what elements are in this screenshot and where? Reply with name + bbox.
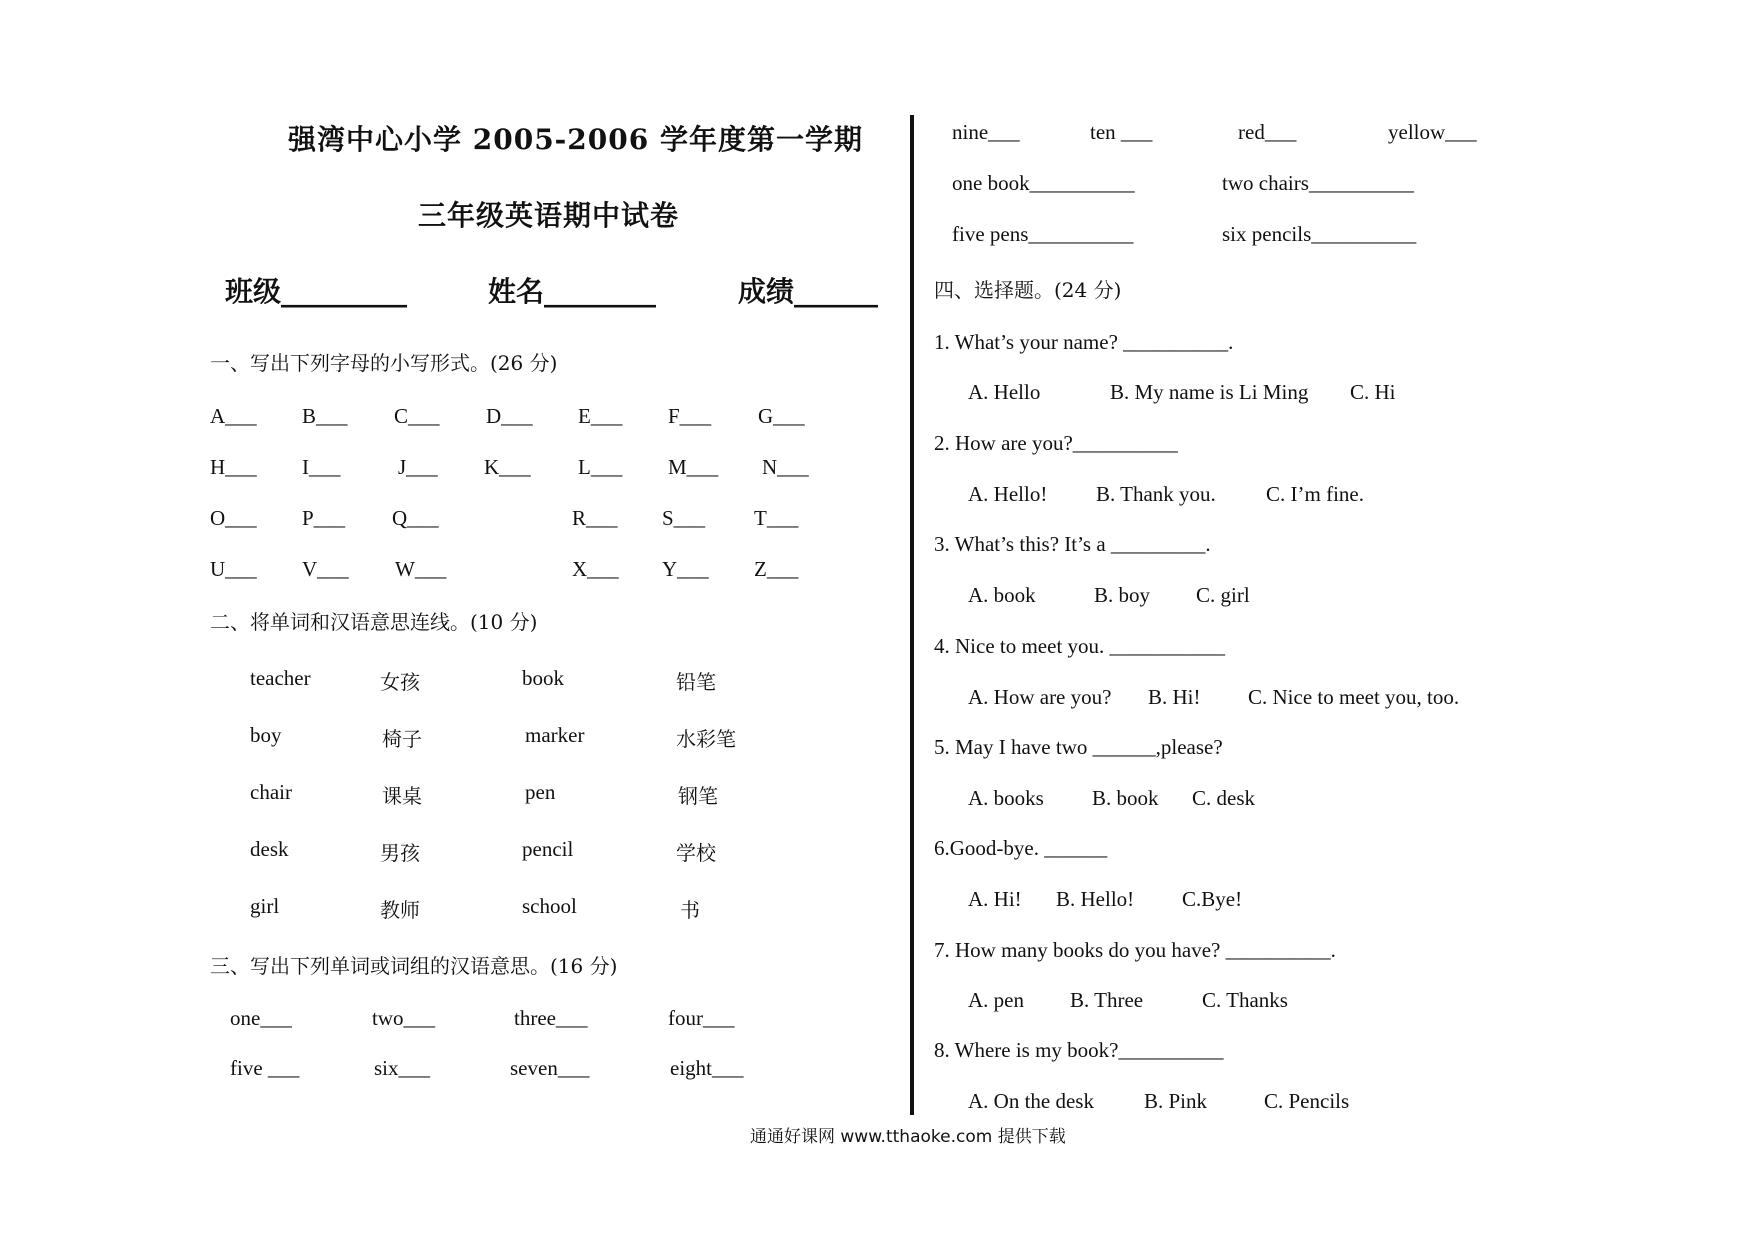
column-divider — [910, 115, 914, 1115]
option: C. I’m fine. — [1266, 482, 1364, 506]
option: C. Hi — [1350, 380, 1396, 404]
translation-item: red___ — [1238, 120, 1297, 144]
match-meaning: 椅子 — [382, 727, 422, 751]
option: A. book — [968, 583, 1036, 607]
letter-item: L___ — [578, 455, 623, 479]
option: C. Thanks — [1202, 988, 1288, 1012]
letter-item: N___ — [762, 455, 809, 479]
option: C. Pencils — [1264, 1089, 1350, 1113]
section4-heading: 四、选择题。(24 分) — [934, 278, 1122, 302]
question: 8. Where is my book?__________ — [934, 1038, 1224, 1062]
option: B. boy — [1094, 583, 1151, 607]
letter-item: X___ — [572, 557, 619, 581]
letter-item: F___ — [668, 404, 712, 428]
question: 2. How are you?__________ — [934, 431, 1178, 455]
option: A. How are you? — [968, 685, 1112, 709]
letter-item: V___ — [302, 557, 349, 581]
footer-source: 通通好课网 www.tthaoke.com 提供下载 — [750, 1127, 1066, 1147]
letter-item: U___ — [210, 557, 257, 581]
translation-item: seven___ — [510, 1056, 590, 1080]
question: 7. How many books do you have? __________. — [934, 938, 1336, 962]
letter-item: Z___ — [754, 557, 799, 581]
option: B. My name is Li Ming — [1110, 380, 1309, 404]
option: B. Thank you. — [1096, 482, 1216, 506]
letter-item: J___ — [398, 455, 438, 479]
name-field: 姓名________ — [488, 275, 657, 308]
match-word: chair — [250, 780, 292, 804]
option: C.Bye! — [1182, 887, 1243, 911]
phrase-item: five pens__________ — [952, 222, 1134, 246]
match-word: desk — [250, 837, 289, 861]
option: B. Hi! — [1148, 685, 1201, 709]
letter-item: W___ — [395, 557, 447, 581]
translation-item: six___ — [374, 1056, 431, 1080]
option: B. book — [1092, 786, 1159, 810]
option: A. Hi! — [968, 887, 1022, 911]
option: A. pen — [968, 988, 1024, 1012]
letter-item: Q___ — [392, 506, 439, 530]
translation-item: five ___ — [230, 1056, 300, 1080]
phrase-item: six pencils__________ — [1222, 222, 1417, 246]
letter-item: H___ — [210, 455, 257, 479]
class-field: 班级_________ — [225, 275, 408, 308]
translation-item: yellow___ — [1388, 120, 1477, 144]
option: A. Hello! — [968, 482, 1048, 506]
letter-item: M___ — [668, 455, 719, 479]
match-meaning: 学校 — [676, 841, 716, 865]
section2-heading: 二、将单词和汉语意思连线。(10 分) — [210, 610, 538, 634]
phrase-item: one book__________ — [952, 171, 1135, 195]
phrase-item: two chairs__________ — [1222, 171, 1414, 195]
letter-item: T___ — [754, 506, 799, 530]
letter-item: R___ — [572, 506, 618, 530]
letter-item: O___ — [210, 506, 257, 530]
section3-heading: 三、写出下列单词或词组的汉语意思。(16 分) — [210, 954, 618, 978]
translation-item: four___ — [668, 1006, 735, 1030]
letter-item: Y___ — [662, 557, 709, 581]
letter-item: G___ — [758, 404, 805, 428]
translation-item: three___ — [514, 1006, 588, 1030]
translation-item: ten ___ — [1090, 120, 1153, 144]
match-meaning: 水彩笔 — [676, 727, 736, 751]
match-meaning: 书 — [680, 898, 700, 922]
question: 5. May I have two ______,please? — [934, 735, 1223, 759]
match-meaning: 课桌 — [382, 784, 422, 808]
letter-item: I___ — [302, 455, 341, 479]
letter-item: K___ — [484, 455, 531, 479]
option: B. Hello! — [1056, 887, 1135, 911]
section1-heading: 一、写出下列字母的小写形式。(26 分) — [210, 351, 558, 375]
match-meaning: 钢笔 — [678, 784, 718, 808]
match-word: pencil — [522, 837, 574, 861]
translation-item: two___ — [372, 1006, 435, 1030]
option: C. desk — [1192, 786, 1255, 810]
exam-title-line2: 三年级英语期中试卷 — [418, 199, 680, 232]
option: B. Three — [1070, 988, 1144, 1012]
match-word: marker — [525, 723, 585, 747]
letter-item: E___ — [578, 404, 623, 428]
match-word: teacher — [250, 666, 311, 690]
match-meaning: 男孩 — [380, 841, 420, 865]
match-meaning: 教师 — [380, 898, 420, 922]
question: 3. What’s this? It’s a _________. — [934, 532, 1211, 556]
option: A. books — [968, 786, 1044, 810]
score-field: 成绩______ — [738, 275, 879, 308]
match-word: school — [522, 894, 577, 918]
translation-item: one___ — [230, 1006, 292, 1030]
option: B. Pink — [1144, 1089, 1208, 1113]
option: A. Hello — [968, 380, 1041, 404]
letter-item: D___ — [486, 404, 533, 428]
option: A. On the desk — [968, 1089, 1094, 1113]
exam-title-line1: 强湾中心小学 2005-2006 学年度第一学期 — [288, 123, 863, 156]
match-meaning: 铅笔 — [676, 670, 716, 694]
letter-item: C___ — [394, 404, 440, 428]
letter-item: A___ — [210, 404, 257, 428]
match-word: boy — [250, 723, 282, 747]
letter-item: B___ — [302, 404, 348, 428]
match-word: pen — [525, 780, 556, 804]
translation-item: eight___ — [670, 1056, 744, 1080]
letter-item: P___ — [302, 506, 346, 530]
match-word: book — [522, 666, 564, 690]
question: 1. What’s your name? __________. — [934, 330, 1234, 354]
translation-item: nine___ — [952, 120, 1020, 144]
question: 4. Nice to meet you. ___________ — [934, 634, 1226, 658]
match-word: girl — [250, 894, 280, 918]
match-meaning: 女孩 — [380, 670, 420, 694]
letter-item: S___ — [662, 506, 706, 530]
option: C. girl — [1196, 583, 1250, 607]
question: 6.Good-bye. ______ — [934, 836, 1108, 860]
option: C. Nice to meet you, too. — [1248, 685, 1460, 709]
